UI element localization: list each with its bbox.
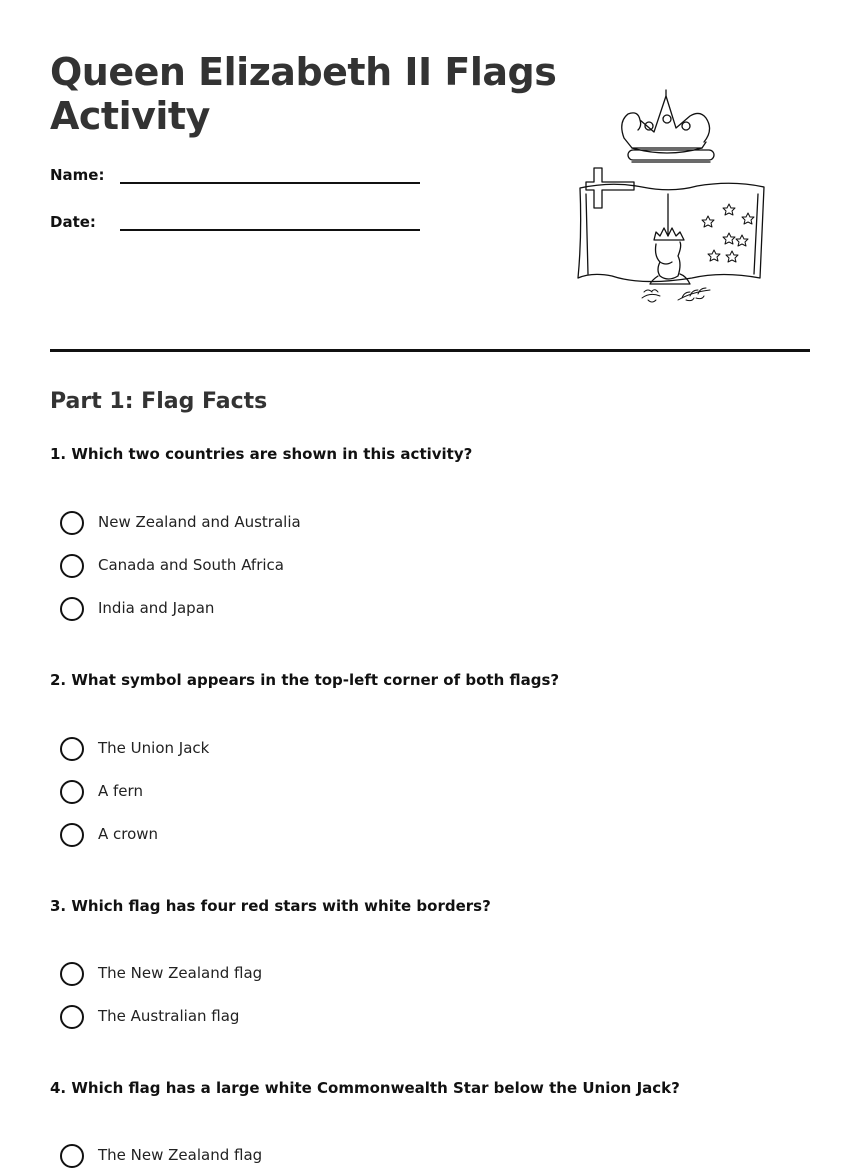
name-input-line[interactable] — [120, 182, 420, 184]
option-label: A crown — [98, 825, 159, 843]
section-divider — [50, 349, 810, 352]
question-1-option-1[interactable] — [60, 511, 560, 537]
question-2-option-1[interactable] — [60, 737, 560, 763]
question-2-text: 2. What symbol appears in the top-left corner of both flags? — [50, 671, 560, 689]
question-2-option-2[interactable] — [60, 780, 560, 806]
radio-button[interactable] — [60, 737, 84, 761]
question-2-option-3[interactable] — [60, 823, 560, 849]
radio-button[interactable] — [60, 823, 84, 847]
option-label: The New Zealand flag — [98, 964, 263, 982]
radio-button[interactable] — [60, 511, 84, 535]
radio-button[interactable] — [60, 597, 84, 621]
option-label: The Australian flag — [98, 1007, 240, 1025]
radio-button[interactable] — [60, 780, 84, 804]
crown-icon — [622, 90, 714, 162]
question-4-option-1[interactable] — [60, 1144, 560, 1170]
name-label: Name: — [50, 166, 105, 184]
question-3-text: 3. Which flag has four red stars with white borders? — [50, 897, 491, 915]
option-label: Canada and South Africa — [98, 556, 284, 574]
radio-button[interactable] — [60, 1005, 84, 1029]
option-label: New Zealand and Australia — [98, 513, 301, 531]
option-label: India and Japan — [98, 599, 215, 617]
question-3-option-1[interactable] — [60, 962, 560, 988]
option-label: The New Zealand flag — [98, 1146, 263, 1164]
option-label: A fern — [98, 782, 143, 800]
crown-flag-illustration — [572, 86, 772, 312]
queen-portrait-icon — [650, 194, 690, 284]
flag-icon — [578, 183, 764, 281]
radio-button[interactable] — [60, 554, 84, 578]
radio-button[interactable] — [60, 962, 84, 986]
question-3-option-2[interactable] — [60, 1005, 560, 1031]
date-field[interactable] — [50, 213, 430, 243]
date-input-line[interactable] — [120, 229, 420, 231]
date-label: Date: — [50, 213, 96, 231]
radio-button[interactable] — [60, 1144, 84, 1168]
option-label: The Union Jack — [98, 739, 210, 757]
question-1-option-3[interactable] — [60, 597, 560, 623]
name-field[interactable] — [50, 166, 430, 196]
fern-icon — [642, 288, 710, 302]
star-icon — [702, 204, 754, 262]
question-4-text: 4. Which flag has a large white Commonwealth Star below the Union Jack? — [50, 1079, 680, 1097]
section-heading: Part 1: Flag Facts — [50, 389, 268, 414]
cross-icon — [586, 168, 634, 208]
question-1-option-2[interactable] — [60, 554, 560, 580]
page-title: Queen Elizabeth II Flags Activity — [50, 50, 557, 138]
question-1-text: 1. Which two countries are shown in this activity? — [50, 445, 473, 463]
